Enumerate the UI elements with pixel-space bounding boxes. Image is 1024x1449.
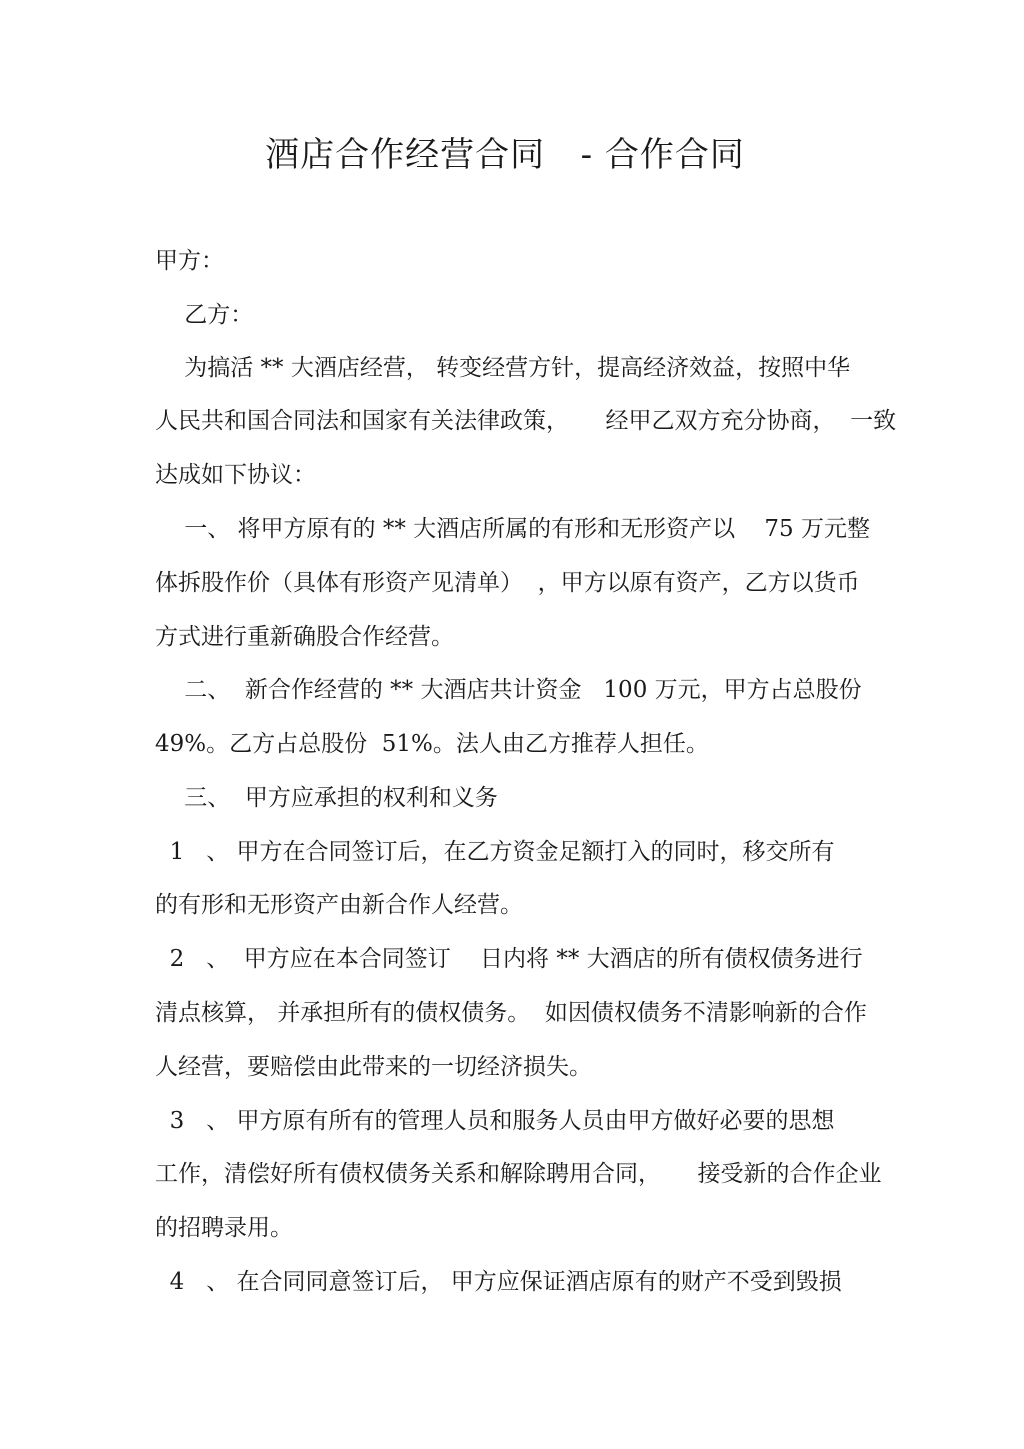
preamble-line-2: 人民共和国合同法和国家有关法律政策， 经甲乙双方充分协商， 一致 — [155, 408, 897, 434]
item-3-line-1: 3 、 甲方原有所有的管理人员和服务人员由甲方做好必要的思想 — [155, 1108, 835, 1134]
party-a-label: 甲方： — [155, 248, 224, 274]
item-3-line-2: 工作，清偿好所有债权债务关系和解除聘用合同， 接受新的合作企业 — [155, 1161, 882, 1187]
item-2-line-1: 2 、 甲方应在本合同签订 日内将 ** 大酒店的所有债权债务进行 — [155, 946, 863, 972]
item-1-line-1: 1 、 甲方在合同签订后，在乙方资金足额打入的同时，移交所有 — [155, 839, 835, 865]
item-2-line-2: 清点核算， 并承担所有的债权债务。 如因债权债务不清影响新的合作 — [155, 1000, 867, 1026]
item-4-line-1: 4 、 在合同同意签订后， 甲方应保证酒店原有的财产不受到毁损 — [155, 1269, 842, 1295]
clause-2-line-1: 二、 新合作经营的 ** 大酒店共计资金 100 万元，甲方占总股份 — [155, 677, 862, 703]
clause-2-line-2: 49%。乙方占总股份 51%。法人由乙方推荐人担任。 — [155, 731, 709, 757]
preamble-line-1: 为搞活 ** 大酒店经营， 转变经营方针，提高经济效益，按照中华 — [155, 355, 851, 381]
party-b-label: 乙方： — [155, 302, 254, 328]
clause-1-line-3: 方式进行重新确股合作经营。 — [155, 624, 454, 650]
item-2-line-3: 人经营，要赔偿由此带来的一切经济损失。 — [155, 1054, 592, 1080]
item-1-line-2: 的有形和无形资产由新合作人经营。 — [155, 892, 523, 918]
clause-1-line-1: 一、 将甲方原有的 ** 大酒店所属的有形和无形资产以 75 万元整 — [155, 516, 870, 542]
preamble-line-3: 达成如下协议： — [155, 462, 316, 488]
clause-3-heading: 三、 甲方应承担的权利和义务 — [155, 785, 498, 811]
item-3-line-3: 的招聘录用。 — [155, 1215, 293, 1241]
document-title: 酒店合作经营合同 - 合作合同 — [265, 135, 745, 175]
clause-1-line-2: 体拆股作价（具体有形资产见清单） ，甲方以原有资产，乙方以货币 — [155, 570, 860, 596]
